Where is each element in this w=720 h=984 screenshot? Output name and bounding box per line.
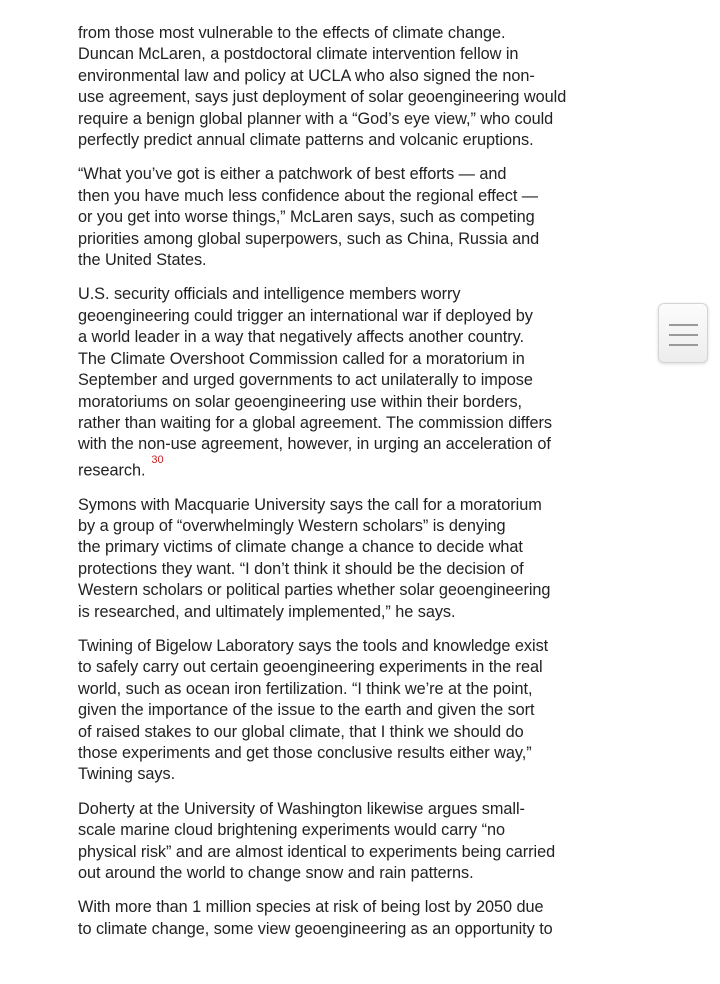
paragraph <box>78 799 618 885</box>
text-line: protections they want. “I don’t think it should be the decision of <box>78 559 524 578</box>
text-line: to safely carry out certain geoengineering experiments in the real <box>78 658 543 677</box>
text-line: the United States. <box>78 251 207 270</box>
text-line: Western scholars or political parties whether solar geoengineering <box>78 581 551 600</box>
paragraph <box>78 284 618 481</box>
text-line: out around the world to change snow and rain patterns. <box>78 864 474 883</box>
paragraph <box>78 164 618 271</box>
text-line: priorities among global superpowers, such as China, Russia and <box>78 229 540 248</box>
text-line: moratoriums on solar geoengineering use within their borders, <box>78 392 523 411</box>
paragraph <box>78 897 618 940</box>
text-line: Doherty at the University of Washington likewise argues small- <box>78 799 525 818</box>
text-line: U.S. security officials and intelligence members worry <box>78 285 461 304</box>
text-line: a world leader in a way that negatively affects another country. <box>78 328 524 347</box>
text-line: environmental law and policy at UCLA who also signed the non- <box>78 66 535 85</box>
menu-button[interactable] <box>658 303 708 363</box>
text-line: use agreement, says just deployment of solar geoengineering would <box>78 88 567 107</box>
text-line: Symons with Macquarie University says the call for a moratorium <box>78 495 542 514</box>
text-line: September and urged governments to act unilaterally to impose <box>78 371 533 390</box>
text-line: then you have much less confidence about the regional effect — <box>78 186 539 205</box>
paragraph <box>78 495 618 623</box>
paragraph <box>78 636 618 786</box>
text-line: to climate change, some view geoengineering as an opportunity to <box>78 919 553 938</box>
article-body <box>78 23 618 953</box>
text-line: “What you’ve got is either a patchwork of best efforts — and <box>78 165 507 184</box>
text-line: physical risk” and are almost identical to experiments being carried <box>78 842 556 861</box>
text-line: require a benign global planner with a “God’s eye view,” who could <box>78 109 554 128</box>
footnote-reference[interactable]: 30 <box>151 453 164 466</box>
text-line: rather than waiting for a global agreement. The commission differs <box>78 413 552 432</box>
text-line: from those most vulnerable to the effects of climate change. <box>78 24 506 42</box>
text-line: geoengineering could trigger an international war if deployed by <box>78 306 533 325</box>
text-line: world, such as ocean iron fertilization. “I think we’re at the point, <box>78 679 533 698</box>
text-line: Twining of Bigelow Laboratory says the tools and knowledge exist <box>78 636 549 655</box>
text-line: perfectly predict annual climate patterns and volcanic eruptions. <box>78 131 534 150</box>
text-line: with the non-use agreement, however, in urging an acceleration of <box>78 435 551 454</box>
text-line: by a group of “overwhelmingly Western scholars” is denying <box>78 516 506 535</box>
text-line: of raised stakes to our global climate, that I think we should do <box>78 722 524 741</box>
text-line: research. <box>78 461 146 480</box>
text-line: Duncan McLaren, a postdoctoral climate intervention fellow in <box>78 45 519 64</box>
text-line: scale marine cloud brightening experiments would carry “no <box>78 821 505 840</box>
text-line: is researched, and ultimately implemented,” he says. <box>78 602 456 621</box>
text-line: The Climate Overshoot Commission called for a moratorium in <box>78 349 525 368</box>
text-line: Twining says. <box>78 765 176 784</box>
paragraph <box>78 23 618 151</box>
text-line: the primary victims of climate change a chance to decide what <box>78 538 523 557</box>
text-line: those experiments and get those conclusive results either way,” <box>78 744 532 763</box>
text-line: With more than 1 million species at risk of being lost by 2050 due <box>78 898 544 917</box>
text-line: given the importance of the issue to the earth and given the sort <box>78 701 535 720</box>
text-line: or you get into worse things,” McLaren says, such as competing <box>78 208 535 227</box>
